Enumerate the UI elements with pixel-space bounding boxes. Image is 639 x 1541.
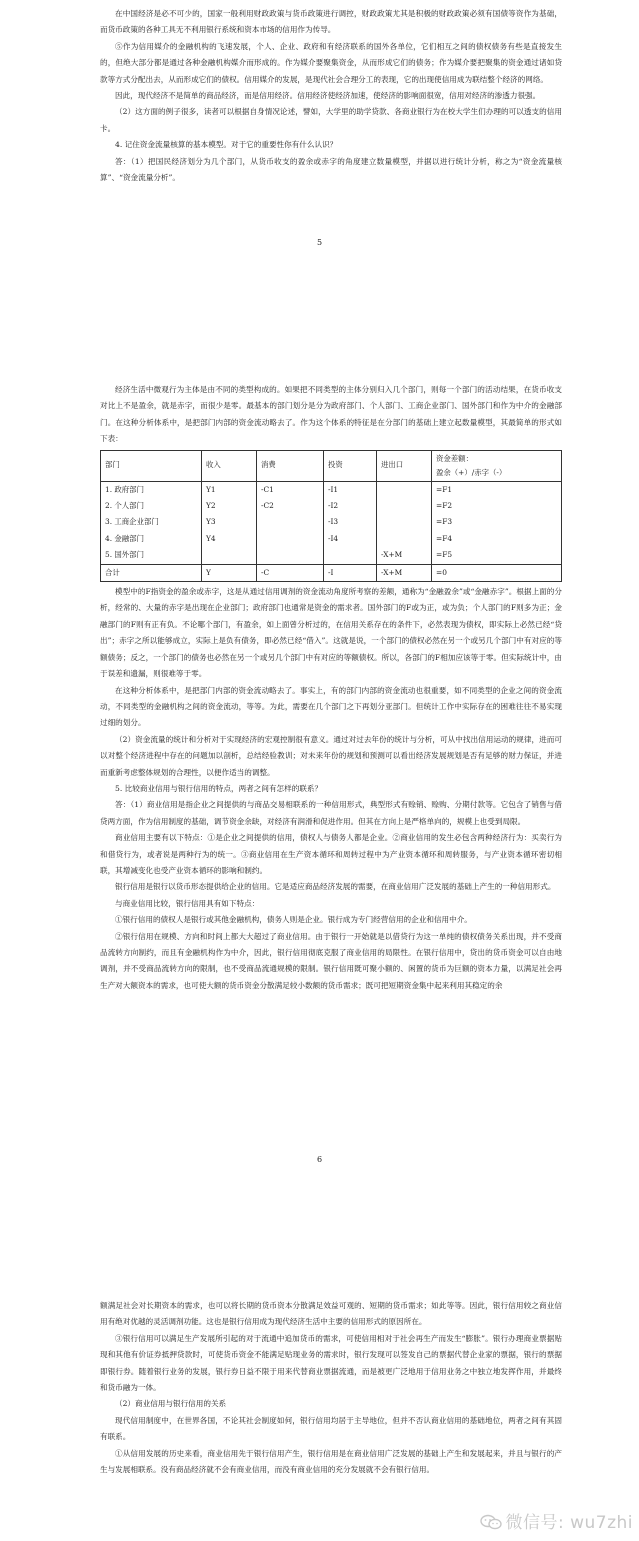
table-total-row	[101, 564, 562, 581]
table-cell: -I4	[324, 531, 377, 547]
wechat-watermark	[480, 1508, 633, 1533]
table-row	[101, 481, 562, 498]
page-7-text	[100, 1298, 562, 1478]
page-5-text	[100, 6, 562, 186]
fund-flow-table	[100, 450, 562, 582]
paragraph: ②银行信用在规模、方向和时间上都大大超过了商业信用。由于银行一开始就是以借贷行为这一单纯的债权债务关系出现，并不受商品流转方向制约，而且有金融机构作为中介，因此，银行信用彻底克服了商业信用的局限性。在银行信用中，贷出的货币资金可以自由地调剂，并不受商品流转方向的限制，也不受商品流通规模的限制。银行信用既可聚小额的、闲置的货币为巨额的资本力量，以满足社会再生产对大额资本的需求，也可使大额的货币资金分散满足较小数额的货币需求；既可把短期资金集中起来利用其稳定的余	[100, 931, 562, 990]
paragraph: 现代信用制度中，在世界各国，不论其社会制度如何，银行信用均居于主导地位，但并不否认商业信用的基础地位，两者之间有其固有联系。	[100, 1415, 562, 1442]
table-cell: Y4	[202, 531, 257, 547]
paragraph: ⑤作为信用媒介的金融机构的飞速发展，个人、企业、政府和有经济联系的国外各单位，它们相互之间的债权债务有些是直接发生的，但绝大部分都是通过各种金融机构媒介而形成的。作为媒介要聚集资金，从而形成它们的债务；作为媒介要把聚集的资金通过诸如贷款等方式分配出去，从而形成它们的债权。信用媒介的发展，是现代社会合理分工的表现，它的出现使信用成为联结整个经济的网络。	[100, 41, 562, 84]
header-cell	[432, 450, 562, 481]
table-cell: -I3	[324, 514, 377, 530]
table-cell: -C1	[257, 481, 324, 498]
table-cell: 3. 工商企业部门	[101, 514, 202, 530]
table-header-row	[101, 450, 562, 481]
page-6-text	[100, 382, 562, 994]
paragraph: （2）资金流量的统计和分析对于实现经济的宏观控制很有意义。通过对过去年份的统计与分析，可从中找出信用运动的规律，进而可以对整个经济进程中存在的问题加以剖析，总结经验教训；对未来年份的规划和预测可以看出经济发展规划是否有足够的财力保证，并进而重新考虑整体规划的合理性，以便作适当的调整。	[100, 734, 562, 777]
table-cell: =F4	[432, 531, 562, 547]
table-cell: 5. 国外部门	[101, 547, 202, 564]
header-cell: 部门	[101, 450, 202, 481]
table-cell: =F3	[432, 514, 562, 530]
paragraph: ①银行信用的债权人是银行或其他金融机构，债务人则是企业。银行成为专门经营信用的企业和信用中介。	[115, 915, 472, 925]
table-cell: 2. 个人部门	[101, 498, 202, 514]
table-cell	[257, 531, 324, 547]
balance-header-line-2: 盈余（+）/赤字（-）	[436, 467, 507, 477]
paragraph: 与商业信用比较，银行信用具有如下特点：	[115, 898, 260, 908]
table-cell: Y	[202, 564, 257, 581]
table-cell	[202, 547, 257, 564]
watermark-text: 微信号: wu7zhi	[505, 1513, 633, 1533]
table-cell	[257, 547, 324, 564]
table-cell: -I	[324, 564, 377, 581]
table-cell: 1. 政府部门	[101, 481, 202, 498]
paragraph: 银行信用是银行以货币形态提供给企业的信用。它是适应商品经济发展的需要，在商业信用广泛发展的基础上产生的一种信用形式。	[115, 882, 556, 892]
question-heading: 4. 记住资金流量核算的基本模型。对于它的重要性你有什么认识？	[115, 140, 338, 150]
table-cell	[324, 547, 377, 564]
paragraph: ①从信用发展的历史来看，商业信用先于银行信用产生，银行信用是在商业信用广泛发展的基础上产生和发展起来，并且与银行的产生与发展相联系。没有商品经济就不会有商业信用，而没有商业信用的充分发展就不会有银行信用。	[100, 1448, 562, 1475]
table-cell: -C	[257, 564, 324, 581]
table-cell: =F1	[432, 481, 562, 498]
table-cell: 合计	[101, 564, 202, 581]
table-cell: =F5	[432, 547, 562, 564]
table-cell	[377, 531, 432, 547]
table-cell: Y3	[202, 514, 257, 530]
paragraph: 商业信用主要有以下特点：①是企业之间提供的信用，债权人与债务人都是企业。②商业信用的发生必包含两种经济行为：买卖行为和借贷行为，或者说是两种行为的统一。③商业信用在生产资本循环和周转过程中为产业资本循环和周转服务，与产业资本循环密切相联，其增减变化也受产业资本循环的影响和制约。	[100, 833, 562, 875]
page-number: 5	[316, 238, 323, 247]
paragraph: 额满足社会对长期资本的需求，也可以将长期的货币资本分散满足效益可观的、短期的货币需求；如此等等。因此，银行信用较之商业信用有绝对优越的灵活调剂功能。这也是银行信用成为现代经济生活中主要的信用形式的原因所在。	[100, 1301, 562, 1327]
paragraph: 经济生活中微观行为主体是由不同的类型构成的。如果把不同类型的主体分别归入几个部门，则每一个部门的活动结果，在货币收支对比上不是盈余，就是赤字，而很少是零。最基本的部门划分是分为政府部门、个人部门、工商企业部门、国外部门和作为中介的金融部门。在这种分析体系中，是把部门内部的资金流动略去了。作为这个体系的特征是在分部门的基础上建立起数量模型，其最简单的形式如下表：	[100, 385, 562, 444]
table-cell: -X+M	[377, 547, 432, 564]
table-cell: -C2	[257, 498, 324, 514]
paragraph: （2）这方面的例子很多，读者可以根据自身情况论述，譬如，大学里的助学贷款、各商业银行为在校大学生们办理的可以透支的信用卡。	[100, 107, 562, 133]
table-row	[101, 498, 562, 514]
table-cell: =F2	[432, 498, 562, 514]
table-row	[101, 514, 562, 530]
table-cell: 4. 金融部门	[101, 531, 202, 547]
paragraph: ③银行信用可以满足生产发展所引起的对于流通中追加货币的需求，可使信用相对于社会再生产而发生“膨胀”。银行办理商业票据贴现和其他有价证券抵押贷款时，可使货币资金不能满足贴现业务的需求时，银行发现可以签发自己的票据代替企业家的票据，银行的票据即银行券。随着银行业务的发展，银行券日益不限于用来代替商业票据流通，而是被更广泛地用于信用业务之中独立地发挥作用，并最终和货币融为一体。	[100, 1333, 562, 1393]
table-cell	[377, 498, 432, 514]
table-row	[101, 531, 562, 547]
table-cell: -I2	[324, 498, 377, 514]
balance-header-line-1: 资金差额：	[436, 453, 473, 463]
paragraph: 模型中的F指资金的盈余或赤字，这是从通过信用调剂的资金流动角度所考察的差额，通称为“金融盈余”或“金融赤字”。根据上面的分析，经常的、大量的赤字是出现在企业部门；政府部门也通常是资金的需求者。国外部门的F或为正，或为负；个人部门的F则多为正；金融部门的F则有正有负。不论哪个部门，有盈余，如上面曾分析过的，在信用关系存在的条件下，必然表现为债权，即实际上必然已经“贷出”；赤字之所以能够成立，实际上是负有债务，即必然已经“借入”。这就是说，一个部门的债权必然在另一个或另几个部门中有对应的等额债务；反之，一个部门的债务也必然在另一个或另几个部门中有对应的等额债权。所以，各部门的F相加应该等于零。但实际统计中，由于误差和遗漏，则很难等于零。	[100, 587, 562, 679]
table-cell	[257, 514, 324, 530]
paragraph: 在这种分析体系中，是把部门内部的资金流动略去了。事实上，有的部门内部的资金流动也很重要，如不同类型的企业之间的资金流动，不同类型的金融机构之间的资金流动，等等。为此，需要在几个部门之下再划分亚部门。但统计工作中实际存在的困难往往不易实现过细的划分。	[100, 685, 562, 728]
header-cell: 投资	[324, 450, 377, 481]
header-cell: 消费	[257, 450, 324, 481]
header-cell: 收入	[202, 450, 257, 481]
table-cell: Y1	[202, 481, 257, 498]
paragraph: 答：（1）商业信用是指企业之间提供的与商品交易相联系的一种信用形式，典型形式有赊销、赊购、分期付款等。它包含了销售与借贷两方面，作为信用制度的基础，调节资金余缺，对经济有润滑和促进作用。但其在方向上是严格单向的，规模上也受到局限。	[100, 800, 562, 826]
table-cell: -X+M	[377, 564, 432, 581]
paragraph: 答：（1）把国民经济划分为几个部门，从货币收支的盈余或赤字的角度建立数量模型，并据以进行统计分析，称之为“资金流量核算”、“资金流量分析”。	[100, 156, 562, 183]
table-cell: -I1	[324, 481, 377, 498]
header-cell: 进出口	[377, 450, 432, 481]
table-cell: =0	[432, 564, 562, 581]
page-number: 6	[316, 1155, 323, 1164]
wechat-logo-icon	[480, 1514, 502, 1530]
table-cell: Y2	[202, 498, 257, 514]
table-cell	[377, 481, 432, 498]
paragraph: 在中国经济是必不可少的，国家一般利用财政政策与货币政策进行调控，财政政策尤其是积极的财政政策必须有国债等资作为基础，而货币政策的各种工具无不利用银行系统和资本市场的信用作为传导。	[100, 9, 562, 35]
section-heading: （2）商业信用与银行信用的关系	[115, 1399, 227, 1409]
question-heading: 5. 比较商业信用与银行信用的特点，两者之间有怎样的联系？	[115, 783, 323, 793]
table-row	[101, 547, 562, 564]
paragraph: 因此，现代经济不是简单的商品经济，而是信用经济。信用经济使经济加速，使经济的影响面很宽，信用对经济的渗透力很强。	[115, 91, 541, 101]
table-cell	[377, 514, 432, 530]
